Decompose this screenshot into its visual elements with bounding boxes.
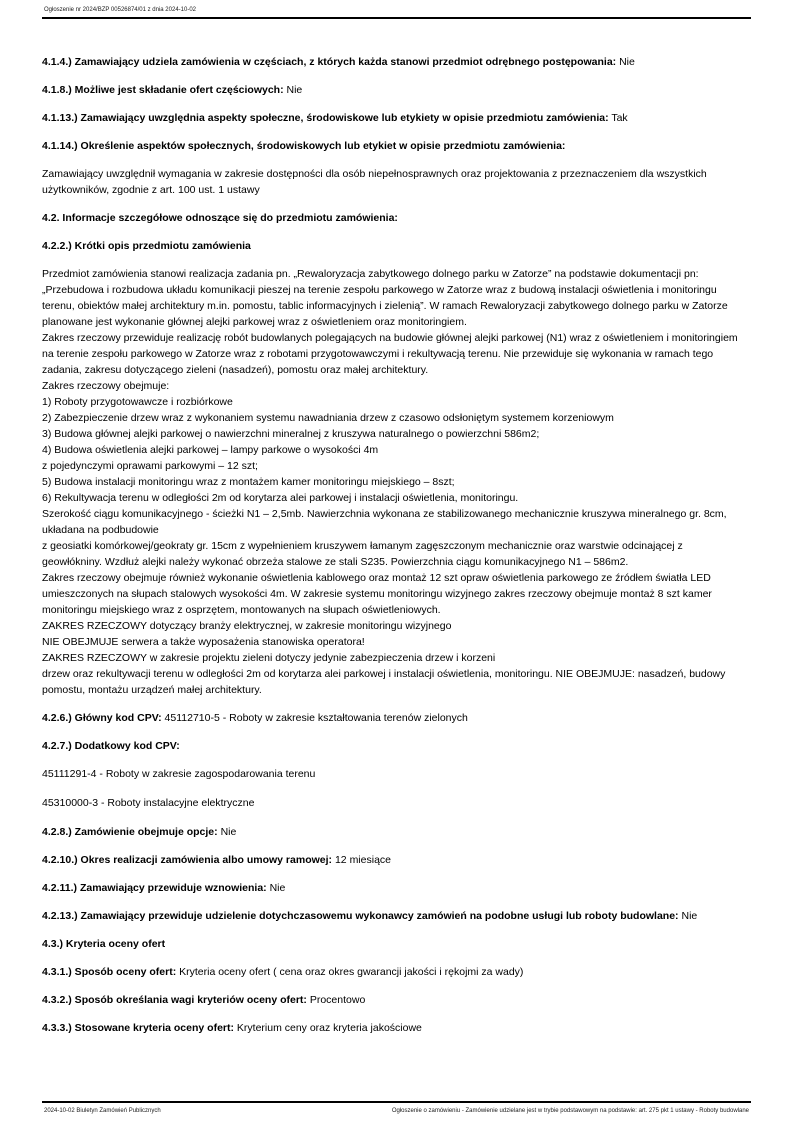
social-aspects-text: Zamawiający uwzględnił wymagania w zakresie dostępności dla osób niepełnosprawnych oraz projektowania z przeznaczeniem dla wszystkich użytkowników, zgodnie z art. 100 ust. 1 ustawy — [42, 168, 707, 196]
page-footer — [42, 1101, 751, 1115]
field-4-3-1-label: 4.3.1.) Sposób oceny ofert: — [42, 966, 177, 978]
text-line: 6) Rekultywacja terenu w odległości 2m od korytarza alei parkowej i instalacji oświetlenia, monitoringu. — [42, 492, 519, 504]
text-line: NIE OBEJMUJE serwera a także wyposażenia stanowiska operatora! — [42, 636, 365, 648]
text-line: 45111291-4 - Roboty w zakresie zagospodarowania terenu — [42, 768, 316, 780]
text-line: 5) Budowa instalacji monitoringu wraz z montażem kamer monitoringu miejskiego – 8szt; — [42, 476, 455, 488]
section-heading-4-2-2: 4.2.2.) Krótki opis przedmiotu zamówienia — [42, 240, 251, 252]
footer-notice-type: Ogłoszenie o zamówieniu - Zamówienie udzielane jest w trybie podstawowym na podstawie: art. 275 pkt 1 ustawy - Roboty budowlane — [391, 1108, 749, 1114]
text-line: 2) Zabezpieczenie drzew wraz z wykonaniem systemu nawadniania drzew z czasowo odsłoniętym systemem korzeniowym — [42, 412, 614, 424]
text-line: Zakres rzeczowy przewiduje realizację robót budowlanych polegających na budowie głównej alejki parkowej (N1) wraz z oświetleniem i monitoringiem na terenie zespołu parkowego w Zatorze wraz z robotami przygotowawczymi i rekultywacją terenu. Nie przewiduje się wykonania w ramach tego zadania, zakresu dotyczącego zieleni (nasadzeń), pomostu oraz małej architektury. — [42, 332, 738, 376]
field-4-1-8-label: 4.1.8.) Możliwe jest składanie ofert częściowych: — [42, 84, 284, 96]
text-line: ZAKRES RZECZOWY w zakresie projektu zieleni dotyczy jedynie zabezpieczenia drzew i korzeni — [42, 652, 496, 664]
text-line: drzew oraz rekultywacji terenu w odległości 2m od korytarza alei parkowej i instalacji oświetlenia, monitoringu. NIE OBEJMUJE: nasadzeń, budowy pomostu, montażu urządzeń małej architektury. — [42, 668, 726, 696]
field-4-3-2-label: 4.3.2.) Sposób określania wagi kryteriów oceny ofert: — [42, 994, 307, 1006]
text-line: Szerokość ciągu komunikacyjnego - ścieżki N1 – 2,5mb. Nawierzchnia wykonana ze stabilizowanego mechanicznie kruszywa mineralnego gr. 8cm, układana na podbudowie — [42, 508, 727, 536]
field-4-1-13-label: 4.1.13.) Zamawiający uwzględnia aspekty społeczne, środowiskowe lub etykiety w opisie przedmiotu zamówienia: — [42, 112, 609, 124]
additional-cpv-list — [42, 766, 744, 811]
text-line: 1) Roboty przygotowawcze i rozbiórkowe — [42, 396, 233, 408]
section-heading-4-2: 4.2. Informacje szczegółowe odnoszące się do przedmiotu zamówienia: — [42, 212, 398, 224]
field-4-3-1-value: Kryteria oceny ofert ( cena oraz okres gwarancji jakości i rękojmi za wady) — [179, 966, 524, 978]
text-line: 45310000-3 - Roboty instalacyjne elektryczne — [42, 797, 255, 809]
field-4-2-6-value: 45112710-5 - Roboty w zakresie kształtowania terenów zielonych — [164, 712, 468, 724]
field-4-2-10-label: 4.2.10.) Okres realizacji zamówienia albo umowy ramowej: — [42, 854, 333, 866]
field-4-2-11-value: Nie — [269, 882, 286, 894]
field-4-2-10 — [42, 852, 744, 868]
field-4-3-1 — [42, 964, 744, 980]
field-4-2-13-value: Nie — [681, 910, 698, 922]
field-4-1-14-heading: 4.1.14.) Określenie aspektów społecznych, środowiskowych lub etykiet w opisie przedmiotu zamówienia: — [42, 140, 566, 152]
field-4-2-7-heading: 4.2.7.) Dodatkowy kod CPV: — [42, 740, 180, 752]
field-4-1-4-value: Nie — [619, 56, 635, 68]
field-4-3-2-value: Procentowo — [309, 994, 366, 1006]
field-4-2-8-label: 4.2.8.) Zamówienie obejmuje opcje: — [42, 826, 218, 838]
text-line: z pojedynczymi oprawami parkowymi – 12 szt; — [42, 460, 258, 472]
short-description — [42, 266, 744, 698]
field-4-2-11 — [42, 880, 744, 896]
field-4-2-13-label: 4.2.13.) Zamawiający przewiduje udzielenie dotychczasowemu wykonawcy zamówień na podobne usługi lub roboty budowlane: — [42, 910, 679, 922]
text-line: 3) Budowa głównej alejki parkowej o nawierzchni mineralnej z kruszywa naturalnego o powierzchni 586m2; — [42, 428, 540, 440]
field-4-3-3-value: Kryterium ceny oraz kryteria jakościowe — [236, 1022, 422, 1034]
notice-number: Ogłoszenie nr 2024/BZP 00526874/01 z dnia 2024-10-02 — [44, 7, 197, 13]
field-4-2-13 — [42, 908, 744, 924]
page-header — [42, 0, 751, 19]
text-line: Przedmiot zamówienia stanowi realizacja zadania pn. „Rewaloryzacja zabytkowego dolnego parku w Zatorze” na podstawie dokumentacji pn: „Przebudowa i rozbudowa układu komunikacji pieszej na terenie zespołu parkowego w Zatorze wraz z budową instalacji oświetlenia i monitoringu terenu, obiektów małej architektury m.in. pomostu, tablic informacyjnych i zielenią”. W ramach Rewaloryzacji zabytkowego dolnego parku w Zatorze planowane jest wykonanie głównej alejki parkowej wraz z oświetleniem oraz monitoringiem. — [42, 268, 728, 328]
field-4-3-2 — [42, 992, 744, 1008]
text-line: z geosiatki komórkowej/geokraty gr. 15cm z wypełnieniem kruszywem łamanym zagęszczonym mechanicznie oraz warstwie odcinającej z geowłókniny. Wzdłuż alejki należy wykonać obrzeża stalowe ze stali S235. Powierzchnia ciągu komunikacyjnego N1 – 586m2. — [42, 540, 683, 568]
section-heading-4-3: 4.3.) Kryteria oceny ofert — [42, 938, 166, 950]
text-line: Zakres rzeczowy obejmuje również wykonanie oświetlenia kablowego oraz montaż 12 szt opraw oświetlenia parkowego ze źródłem światła LED umieszczonych na słupach stalowych wysokości 4m. W zakresie systemu monitoringu wizyjnego zakres rzeczowy obejmuje montaż 8 szt kamer monitoringu miejskiego wraz z osprzętem, montowanych na słupach oświetleniowych. — [42, 572, 712, 616]
field-4-2-6 — [42, 710, 744, 726]
footer-bulletin-label: 2024-10-02 Biuletyn Zamówień Publicznych — [44, 1108, 161, 1114]
document-body — [42, 54, 744, 1048]
field-4-3-3-label: 4.3.3.) Stosowane kryteria oceny ofert: — [42, 1022, 234, 1034]
field-4-1-13-value: Tak — [611, 112, 628, 124]
field-4-2-6-label: 4.2.6.) Główny kod CPV: — [42, 712, 162, 724]
field-4-2-8-value: Nie — [220, 826, 237, 838]
field-4-1-8-value: Nie — [286, 84, 303, 96]
text-line: ZAKRES RZECZOWY dotyczący branży elektrycznej, w zakresie monitoringu wizyjnego — [42, 620, 452, 632]
field-4-1-13 — [42, 110, 744, 126]
field-4-1-8 — [42, 82, 744, 98]
text-line: 4) Budowa oświetlenia alejki parkowej – lampy parkowe o wysokości 4m — [42, 444, 379, 456]
field-4-2-10-value: 12 miesiące — [334, 854, 391, 866]
field-4-1-4 — [42, 54, 744, 70]
field-4-2-11-label: 4.2.11.) Zamawiający przewiduje wznowienia: — [42, 882, 267, 894]
field-4-1-4-label: 4.1.4.) Zamawiający udziela zamówienia w częściach, z których każda stanowi przedmiot odrębnego postępowania: — [42, 56, 617, 68]
field-4-3-3 — [42, 1020, 744, 1036]
text-line: Zakres rzeczowy obejmuje: — [42, 380, 170, 392]
field-4-2-8 — [42, 824, 744, 840]
